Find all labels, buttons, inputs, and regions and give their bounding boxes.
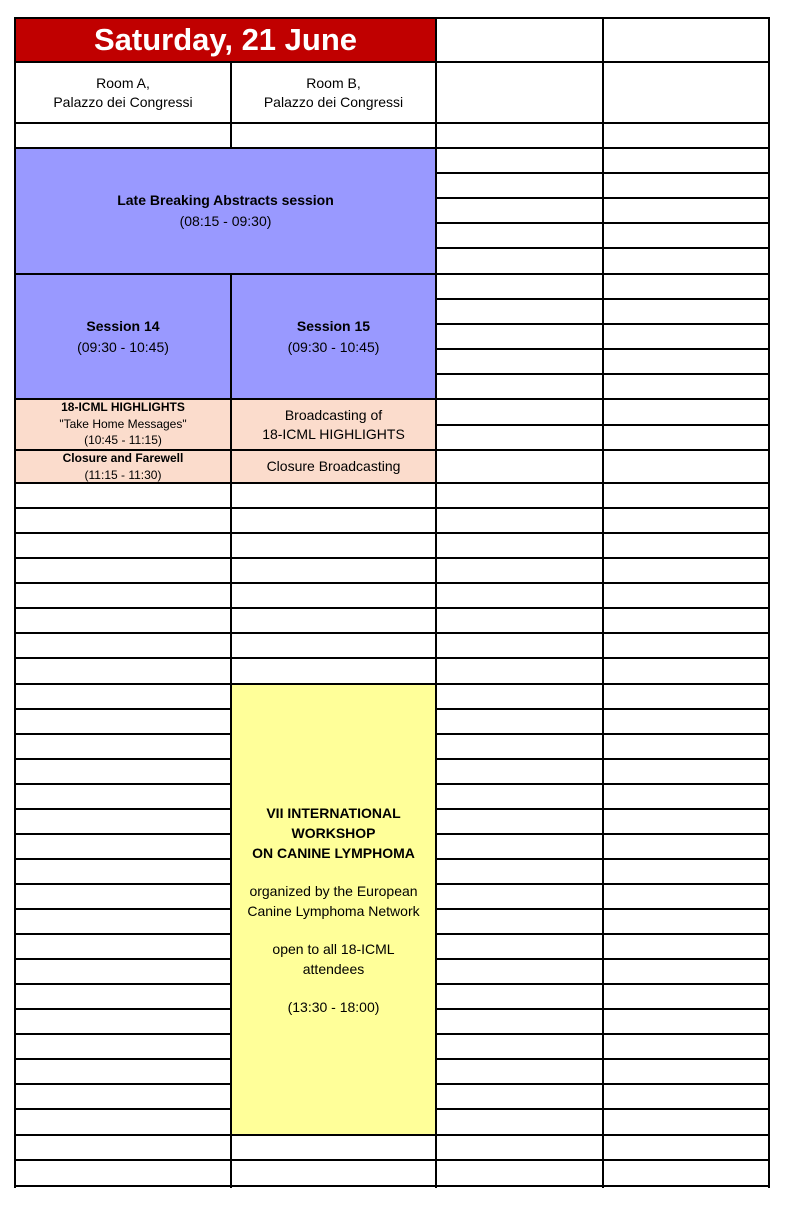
grid-line-h-right [435, 983, 770, 985]
grid-line-h [14, 883, 232, 885]
grid-line-h-right [435, 958, 770, 960]
room-b-venue: Palazzo dei Congressi [263, 93, 404, 110]
session-14-title: Session 14 [86, 318, 160, 334]
grid-line-h-right [435, 147, 770, 149]
workshop-title-line2: WORKSHOP [291, 824, 376, 841]
grid-line-h [14, 1185, 437, 1187]
grid-line-v-right [768, 17, 770, 1188]
grid-line-h-right [435, 424, 770, 426]
grid-line-h [14, 758, 232, 760]
grid-line-h-right [435, 783, 770, 785]
grid-line-h [14, 17, 437, 19]
grid-line-h-right [435, 323, 770, 325]
workshop-open-line1: open to all 18-ICML [272, 940, 395, 957]
grid-line-h [14, 273, 437, 275]
grid-line-h-right [435, 733, 770, 735]
grid-line-h [14, 1033, 232, 1035]
grid-line-h-right [435, 858, 770, 860]
grid-line-h [14, 449, 437, 451]
grid-line-v-c [602, 17, 604, 1188]
grid-line-h [14, 557, 437, 559]
workshop-org-line1: organized by the European [249, 882, 418, 899]
grid-line-h [14, 507, 437, 509]
grid-line-h-right [435, 1159, 770, 1161]
closure-broadcast-label: Closure Broadcasting [266, 458, 401, 474]
grid-line-h-right [435, 1108, 770, 1110]
broadcast-highlights-line1: Broadcasting of [284, 406, 383, 423]
room-a-name: Room A, [96, 74, 150, 91]
day-title [16, 19, 435, 61]
grid-line-h-right [435, 833, 770, 835]
highlights-subtitle: "Take Home Messages" [59, 417, 187, 431]
grid-line-h-right [435, 273, 770, 275]
workshop-time: (13:30 - 18:00) [287, 998, 380, 1015]
broadcast-highlights-line2: 18-ICML HIGHLIGHTS [262, 425, 405, 442]
grid-line-h-right [435, 197, 770, 199]
grid-line-h [14, 983, 232, 985]
grid-line-h [14, 833, 232, 835]
grid-line-h [14, 482, 437, 484]
closure-title: Closure and Farewell [62, 451, 184, 465]
grid-line-h-right [435, 632, 770, 634]
grid-line-h [14, 958, 232, 960]
grid-line-h [14, 1008, 232, 1010]
grid-line-h-right [435, 657, 770, 659]
grid-line-v-ab [230, 273, 232, 685]
day-title-text: Saturday, 21 June [93, 22, 358, 57]
workshop-org-line2: Canine Lymphoma Network [247, 902, 420, 919]
grid-line-h [14, 1108, 232, 1110]
grid-line-h-right [435, 1008, 770, 1010]
room-b-header [232, 63, 435, 122]
grid-line-h [14, 122, 437, 124]
grid-line-v-b [435, 17, 437, 1188]
grid-line-h-right [435, 247, 770, 249]
grid-line-h [14, 1083, 232, 1085]
grid-line-h-right [435, 61, 770, 63]
grid-line-h [14, 398, 437, 400]
late-breaking-time: (08:15 - 09:30) [179, 213, 272, 229]
grid-line-v-ab [230, 685, 232, 1188]
closure-broadcast [232, 451, 435, 482]
grid-line-h-right [435, 1033, 770, 1035]
grid-line-h [14, 147, 437, 149]
grid-line-h [14, 933, 232, 935]
grid-line-h-right [435, 373, 770, 375]
grid-line-h [14, 632, 437, 634]
grid-line-h [14, 808, 232, 810]
room-b-name: Room B, [306, 74, 361, 91]
grid-line-v-left [14, 17, 16, 1188]
highlights-title: 18-ICML HIGHLIGHTS [61, 400, 185, 414]
workshop-title-line1: VII INTERNATIONAL [266, 804, 401, 821]
grid-line-h [14, 532, 437, 534]
grid-line-h-right [435, 348, 770, 350]
grid-line-h [14, 61, 437, 63]
grid-line-h-right [435, 482, 770, 484]
grid-line-h-right [435, 557, 770, 559]
workshop-block [232, 685, 435, 1134]
grid-line-h-right [435, 449, 770, 451]
grid-line-h-right [435, 172, 770, 174]
grid-line-h-right [435, 1185, 770, 1187]
room-a-header [16, 63, 230, 122]
grid-line-h [14, 683, 437, 685]
grid-line-h-right [435, 1058, 770, 1060]
grid-line-h-right [435, 507, 770, 509]
grid-line-h-right [435, 758, 770, 760]
grid-line-h-right [435, 532, 770, 534]
late-breaking-session [16, 149, 435, 273]
session-14 [16, 275, 230, 399]
closure-session [16, 451, 230, 482]
workshop-title-line3: ON CANINE LYMPHOMA [252, 844, 415, 861]
workshop-open-line2: attendees [302, 960, 365, 977]
session-15-title: Session 15 [296, 318, 371, 334]
grid-line-h-right [435, 122, 770, 124]
session-15-time: (09:30 - 10:45) [287, 339, 380, 355]
highlights-session [16, 400, 230, 449]
grid-line-h-right [435, 398, 770, 400]
grid-line-h-right [435, 607, 770, 609]
grid-line-h-right [435, 17, 770, 19]
session-14-time: (09:30 - 10:45) [77, 339, 169, 355]
grid-line-h [14, 657, 437, 659]
grid-line-h-right [435, 933, 770, 935]
broadcast-highlights [232, 400, 435, 449]
grid-line-h-right [435, 883, 770, 885]
highlights-time: (10:45 - 11:15) [84, 433, 162, 447]
grid-line-h-right [435, 222, 770, 224]
grid-line-h [14, 582, 437, 584]
grid-line-h-right [435, 808, 770, 810]
grid-line-h [14, 783, 232, 785]
room-a-venue: Palazzo dei Congressi [53, 93, 193, 110]
grid-line-h [14, 607, 437, 609]
grid-line-v-ab [230, 63, 232, 149]
late-breaking-title: Late Breaking Abstracts session [117, 192, 334, 208]
grid-line-h [14, 858, 232, 860]
grid-line-h-right [435, 683, 770, 685]
grid-line-h [14, 733, 232, 735]
grid-line-h-right [435, 298, 770, 300]
grid-line-h-right [435, 1134, 770, 1136]
grid-line-h-right [435, 908, 770, 910]
closure-time: (11:15 - 11:30) [84, 468, 162, 482]
grid-line-h [14, 1058, 232, 1060]
grid-line-h-right [435, 582, 770, 584]
grid-line-h [14, 708, 232, 710]
grid-line-h-right [435, 708, 770, 710]
grid-line-h [14, 1134, 437, 1136]
grid-line-h-right [435, 1083, 770, 1085]
grid-line-h [14, 908, 232, 910]
grid-line-h [14, 1159, 437, 1161]
session-15 [232, 275, 435, 399]
